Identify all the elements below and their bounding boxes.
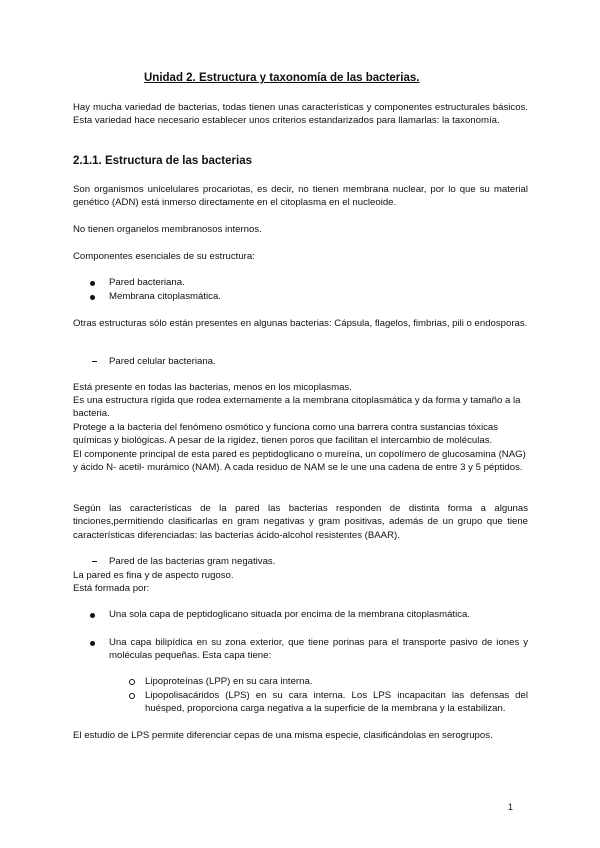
pared-line-1: Está presente en todas las bacterias, menos en los micoplasmas. [73,382,352,393]
formada-por-line: Está formada por: [73,583,150,594]
pared-line-4: El componente principal de esta pared es peptidoglicano o mureína, un copolímero de glucosamina (NAG) y ácido N- acetil- murámico (NAM). A cada residuo de NAM se le une una cadena de entre 3 y 5 péptidos. [73,449,526,474]
sub-item-lpp: Lipoproteínas (LPP) en su cara interna. [145,676,313,687]
bullet-dot [90,281,95,286]
list-item-pared: Pared bacteriana. [109,277,185,288]
dash-marker [92,561,97,562]
organelos-paragraph: No tienen organelos membranosos internos. [73,224,262,235]
pared-line-3: Protege a la bacteria del fenómeno osmótico y funciona como una barrera contra sustancias tóxicas químicas y biológicas. A pesar de la rigidez, tienen poros que facilitan el intercambio de moléculas. [73,422,499,447]
list-item-capa-bilipidica: Una capa bilipídica en su zona exterior, que tiene porinas para el transporte pasivo de iones y moléculas pequeñas. Esta capa tiene: [109,637,528,662]
list-item-capa-peptidoglicano: Una sola capa de peptidoglicano situada por encima de la membrana citoplasmática. [109,609,471,620]
bullet-dot [90,613,95,618]
sub-bullet-ring [129,679,135,685]
page-number: 1 [508,802,514,812]
estudio-paragraph: El estudio de LPS permite diferenciar cepas de una misma especie, clasificándolas en serogrupos. [73,730,493,741]
organismos-paragraph: Son organismos unicelulares procariotas, es decir, no tienen membrana nuclear, por lo que su material genético (ADN) está inmerso directamente en el citoplasma en el nucleoide. [73,184,528,209]
sub-bullet-ring [129,693,135,699]
dash-item-gram-negativas: Pared de las bacterias gram negativas. [109,556,276,567]
section-heading: 2.1.1. Estructura de las bacterias [73,155,252,167]
dash-marker [92,361,97,362]
componentes-paragraph: Componentes esenciales de su estructura: [73,251,255,262]
bullet-dot [90,295,95,300]
otras-paragraph: Otras estructuras sólo están presentes en algunas bacterias: Cápsula, flagelos, fimbrias, pili o endosporas. [73,318,528,329]
dash-item-pared-celular: Pared celular bacteriana. [109,356,216,367]
pared-fina-line: La pared es fina y de aspecto rugoso. [73,570,234,581]
intro-paragraph: Hay mucha variedad de bacterias, todas tienen unas características y componentes estructurales básicos. Esta variedad hace necesario establecer unos criterios estandarizados para llamarlas: la taxonomía. [73,102,528,127]
segun-paragraph: Según las características de la pared las bacterias responden de distinta forma a algunas tinciones,permitiendo clasificarlas en gram negativas y gram positivas, además de un grupo que tiene características diferenciadas: las bacterias ácido-alcohol resistentes (BAAR). [73,503,528,541]
sub-item-lps: Lipopolisacáridos (LPS) en su cara interna. Los LPS incapacitan las defensas del huésped, proporciona carga negativa a la superficie de la membrana y la estabilizan. [145,690,528,715]
list-item-membrana: Membrana citoplasmática. [109,291,221,302]
bullet-dot [90,641,95,646]
pared-line-2: Es una estructura rígida que rodea externamente a la membrana citoplasmática y da forma y tamaño a la bacteria. [73,395,521,420]
document-title: Unidad 2. Estructura y taxonomía de las bacterias. [144,72,420,84]
